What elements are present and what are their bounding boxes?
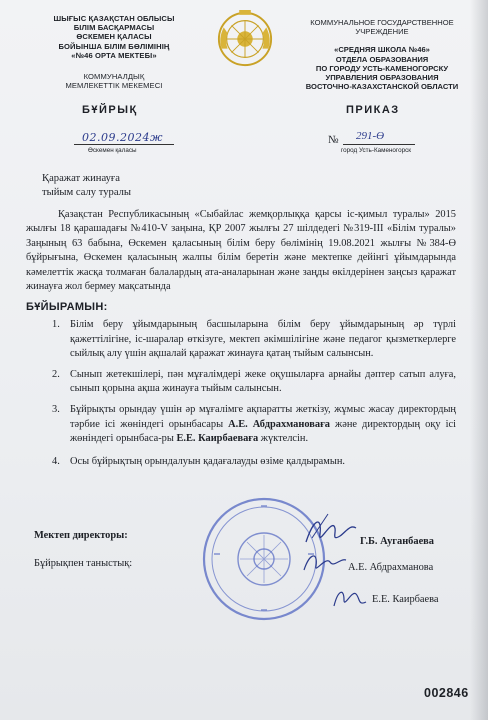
- header-kazakh: [16, 14, 212, 90]
- number-underline: [343, 144, 415, 145]
- item-text: жүктелсін.: [258, 433, 309, 445]
- city-kazakh: Өскемен қаласы: [88, 147, 137, 154]
- header-institution-type: [16, 72, 212, 90]
- deputy-name-bold: А.Е. Абдрахмановаға: [228, 418, 330, 430]
- date-underline: [74, 144, 174, 145]
- director-name: Г.Б. Ауганбаева: [360, 536, 434, 547]
- header-line: КОММУНАЛЬНОЕ ГОСУДАРСТВЕННОЕ: [310, 18, 454, 27]
- item-number: 2.: [52, 368, 60, 380]
- document-serial-number: 002846: [424, 686, 469, 700]
- item-text: Осы бұйрықтың орындалуын қадағалауды өзіме қалдырамын.: [70, 455, 345, 467]
- acknowledged-name: Е.Е. Каирбаева: [372, 594, 439, 605]
- header-line: БОЙЫНША БІЛІМ БӨЛІМІНІҢ: [58, 41, 170, 51]
- director-signature-icon: [300, 512, 360, 552]
- page-edge-shadow: [470, 0, 488, 720]
- header-line: УПРАВЛЕНИЯ ОБРАЗОВАНИЯ: [325, 73, 439, 83]
- director-label: Мектеп директоры:: [34, 530, 128, 541]
- header-line: ПО ГОРОДУ УСТЬ-КАМЕНОГОРСКУ: [315, 63, 449, 73]
- order-subject: [42, 172, 131, 199]
- acknowledged-signature-icon: [330, 584, 370, 612]
- deputy-name-bold: Е.Е. Каирбаеваға: [176, 433, 259, 445]
- header-line: ШЫҒЫС ҚАЗАҚСТАН ОБЛЫСЫ: [53, 14, 175, 23]
- header-line: ӨСКЕМЕН ҚАЛАСЫ: [76, 32, 152, 42]
- preamble-paragraph: Қазақстан Республикасының «Сыбайлас жемқорлыққа қарсы іс-қимыл туралы» 2015 жылғы 18 қарашадағы №410-V заңына, ҚР 2007 жылғы 27 шілдедегі №319-ІІІ «Білім туралы» Заңының 63 бабына, Өскемен қаласының білім беру бөлімінің 19.08.2021 жылғы №384-Ө бұйрығына, Өскемен қаласының жалпы білім беретін және мектепке дейінгі ұйымдарында кәмелеттік жасқа толмаған балалардың ата-аналарынан және заңды өкілдерінен заңсыз қаражат жинауға жол бермеу мақсатында: [26, 209, 456, 293]
- acknowledged-label: Бұйрықпен таныстық:: [34, 558, 133, 569]
- header-line: ОТДЕЛА ОБРАЗОВАНИЯ: [335, 54, 429, 64]
- header-line: ВОСТОЧНО-КАЗАХСТАНСКОЙ ОБЛАСТИ: [305, 82, 459, 92]
- item-text: Білім беру ұйымдарының басшыларына білім беру ұйымдарының әр түрлі қажеттілігіне, іс-шаралар өткізуге, мектеп әкімшілігіне және педагог қызметкерлерге сыйлық алу үшін ақшалай қаражат жинауға қатаң тыйым салынсын.: [70, 319, 456, 360]
- title-kazakh: БҰЙРЫҚ: [82, 104, 138, 116]
- list-item: [52, 368, 456, 397]
- list-item: [52, 318, 456, 362]
- header-line: БІЛІМ БАСҚАРМАСЫ: [73, 23, 155, 33]
- header-line: «№46 ОРТА МЕКТЕБІ»: [71, 50, 157, 60]
- header-line: КОММУНАЛДЫҚ: [83, 72, 145, 82]
- list-item: [52, 403, 456, 447]
- header-line: УЧРЕЖДЕНИЕ: [355, 27, 409, 37]
- order-date: 02.09.2024ж: [82, 131, 163, 144]
- order-word: БҰЙЫРАМЫН:: [26, 301, 108, 313]
- item-text: Бұйрықты орындау үшін әр мұғалімге ақпаратты жеткізу, жұмыс жасау директордың тәрбие ісі жөніндегі орынбасары: [70, 403, 456, 430]
- state-emblem-icon: [216, 10, 274, 68]
- order-items: [52, 318, 456, 469]
- header-institution: [284, 45, 480, 91]
- item-number: 3.: [52, 403, 60, 415]
- item-number: 4.: [52, 455, 60, 467]
- header-russian: [284, 18, 480, 91]
- acknowledged-signature-icon: [300, 548, 350, 578]
- city-russian: город Усть-Каменогорск: [341, 147, 411, 154]
- title-russian: ПРИКАЗ: [346, 104, 400, 116]
- order-number: 291-Ө: [356, 130, 385, 142]
- item-text: және директордың оқу ісі жөніндегі орынбаса-ры: [70, 418, 456, 445]
- subject-line: тыйым салу туралы: [42, 186, 132, 198]
- header-line: МЕМЛЕКЕТТІК МЕКЕМЕСІ: [65, 81, 163, 91]
- item-text: Сынып жетекшілері, пән мұғалімдері жеке оқушыларға арнайы дәптер сатып алуға, сынып қорына ақша жинауға тыйым салынсын.: [70, 368, 456, 395]
- acknowledged-name: А.Е. Абдрахманова: [348, 562, 434, 573]
- subject-line: Қаражат жинауға: [42, 173, 120, 184]
- header-line: «СРЕДНЯЯ ШКОЛА №46»: [334, 45, 430, 55]
- item-number: 1.: [52, 319, 60, 330]
- list-item: [52, 455, 456, 470]
- number-sign: №: [328, 134, 339, 146]
